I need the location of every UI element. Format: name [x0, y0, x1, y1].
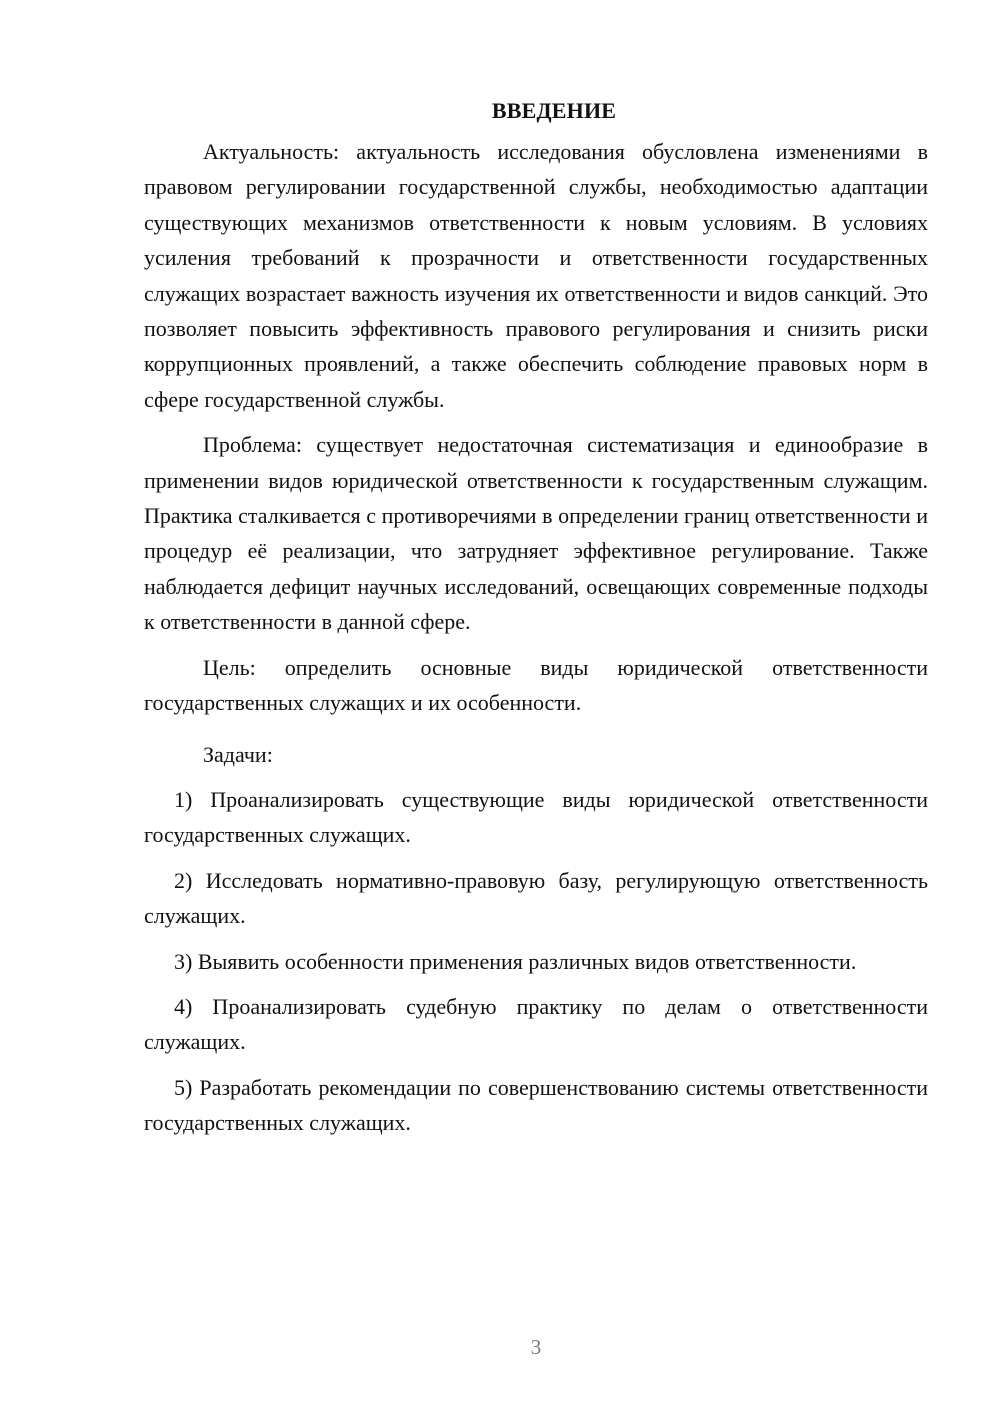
task-item-5: 5) Разработать рекомендации по совершенствованию системы ответственности государственных служащих.	[144, 1074, 928, 1136]
tasks-heading: Задачи:	[203, 741, 273, 767]
relevance-paragraph: Актуальность: актуальность исследования обусловлена изменениями в правовом регулировании государственной службы, необходимостью адаптации существующих механизмов ответственности к новым условиям. В условиях усиления требований к прозрачности и ответственности государственных служащих возрастает важность изучения их ответственности и видов санкций. Это позволяет повысить эффективность правового регулирования и снизить риски коррупционных проявлений, а также обеспечить соблюдение правовых норм в сфере государственной службы.	[144, 139, 928, 412]
task-item-1: 1) Проанализировать существующие виды юридической ответственности государственных служащих.	[144, 786, 928, 848]
task-item-4: 4) Проанализировать судебную практику по делам о ответственности служащих.	[144, 993, 928, 1055]
page-content	[144, 93, 928, 1151]
task-list	[144, 782, 928, 1141]
goal-paragraph: Цель: определить основные виды юридической ответственности государственных служащих и их особенности.	[144, 654, 928, 716]
task-item-3: 3) Выявить особенности применения различных видов ответственности.	[174, 948, 857, 974]
problem-paragraph: Проблема: существует недостаточная систематизация и единообразие в применении видов юридической ответственности к государственным служащим. Практика сталкивается с противоречиями в определении границ ответственности и процедур её реализации, что затрудняет эффективное регулирование. Также наблюдается дефицит научных исследований, освещающих современные подходы к ответственности в данной сфере.	[144, 432, 928, 635]
task-item-2: 2) Исследовать нормативно-правовую базу, регулирующую ответственность служащих.	[144, 867, 928, 929]
page-number: 3	[530, 1335, 542, 1359]
page-title: ВВЕДЕНИЕ	[491, 98, 617, 123]
